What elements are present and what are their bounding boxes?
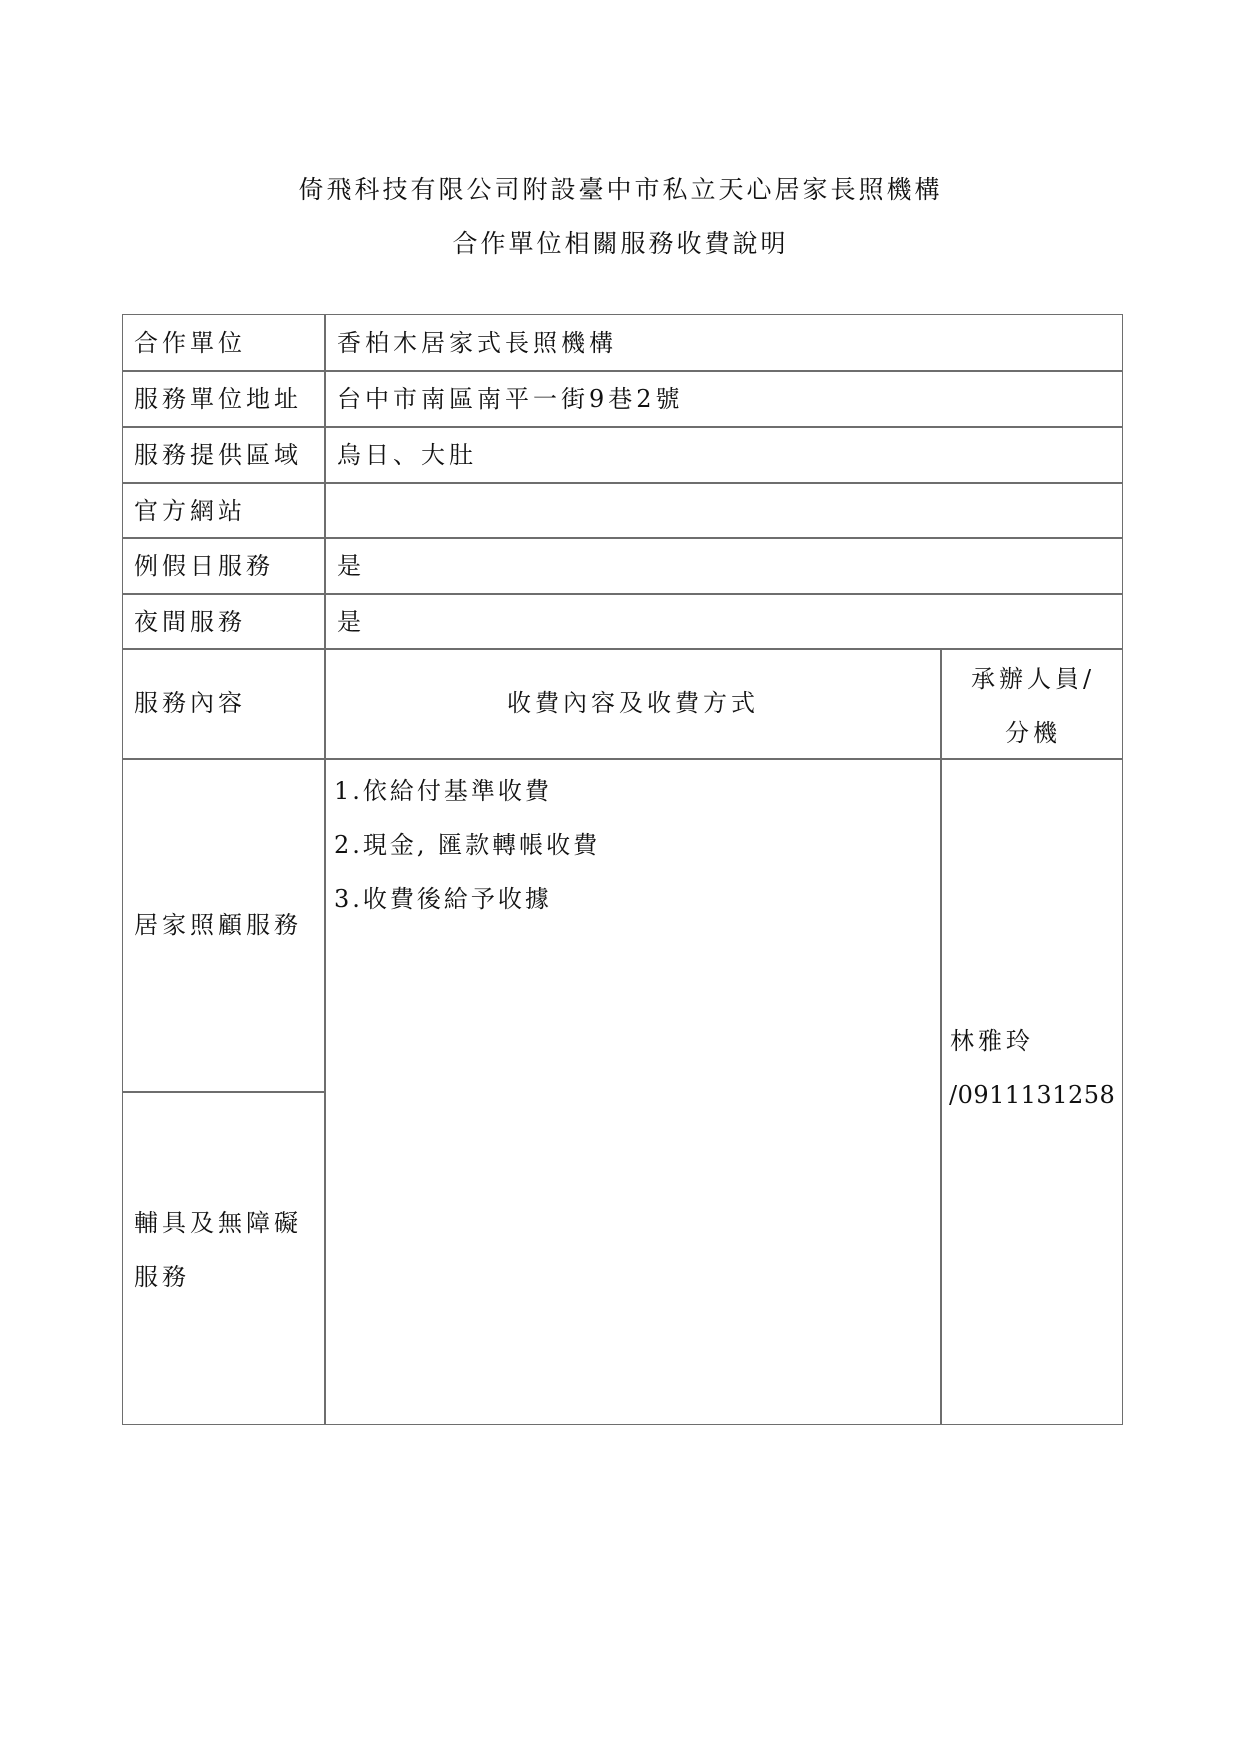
document-title: 倚飛科技有限公司附設臺中市私立天心居家長照機構 — [298, 175, 943, 204]
service-assistive-line2: 服務 — [134, 1263, 190, 1291]
table-rule — [324, 315, 326, 1425]
label-service-address: 服務單位地址 — [134, 385, 302, 413]
label-official-website: 官方網站 — [134, 497, 246, 525]
header-fee-method: 收費內容及收費方式 — [507, 689, 759, 717]
label-holiday-service: 例假日服務 — [134, 552, 274, 580]
fee-item: 2.現金, 匯款轉帳收費 — [334, 831, 601, 859]
service-home-care: 居家照顧服務 — [134, 911, 302, 939]
table-rule — [123, 537, 1123, 539]
header-contact-line1: 承辦人員/ — [970, 665, 1096, 693]
table-rule — [123, 482, 1123, 484]
table-rule — [123, 593, 1123, 595]
fee-item: 3.收費後給予收據 — [334, 885, 552, 913]
table-rule — [123, 426, 1123, 428]
header-contact-line2: 分機 — [1005, 719, 1061, 747]
label-night-service: 夜間服務 — [134, 608, 246, 636]
value-service-area: 烏日、大肚 — [337, 441, 477, 469]
label-service-area: 服務提供區域 — [134, 441, 302, 469]
label-partner-unit: 合作單位 — [134, 329, 246, 357]
header-service-content: 服務內容 — [134, 689, 246, 717]
table-rule — [123, 370, 1123, 372]
document-subtitle: 合作單位相關服務收費說明 — [452, 229, 789, 258]
contact-name: 林雅玲 — [950, 1027, 1034, 1055]
table-rule — [123, 648, 1123, 650]
contact-phone: /0911131258 — [949, 1081, 1116, 1109]
table-rule — [940, 648, 942, 1425]
service-assistive-line1: 輔具及無障礙 — [134, 1209, 302, 1237]
value-holiday-service: 是 — [337, 552, 365, 580]
value-night-service: 是 — [337, 608, 365, 636]
value-partner-unit: 香柏木居家式長照機構 — [337, 329, 617, 357]
service-fee-table — [122, 314, 1123, 1425]
table-rule — [123, 758, 1123, 760]
table-rule — [123, 1091, 325, 1093]
value-service-address: 台中市南區南平一街9巷2號 — [337, 385, 684, 413]
fee-item: 1.依給付基準收費 — [334, 777, 552, 805]
